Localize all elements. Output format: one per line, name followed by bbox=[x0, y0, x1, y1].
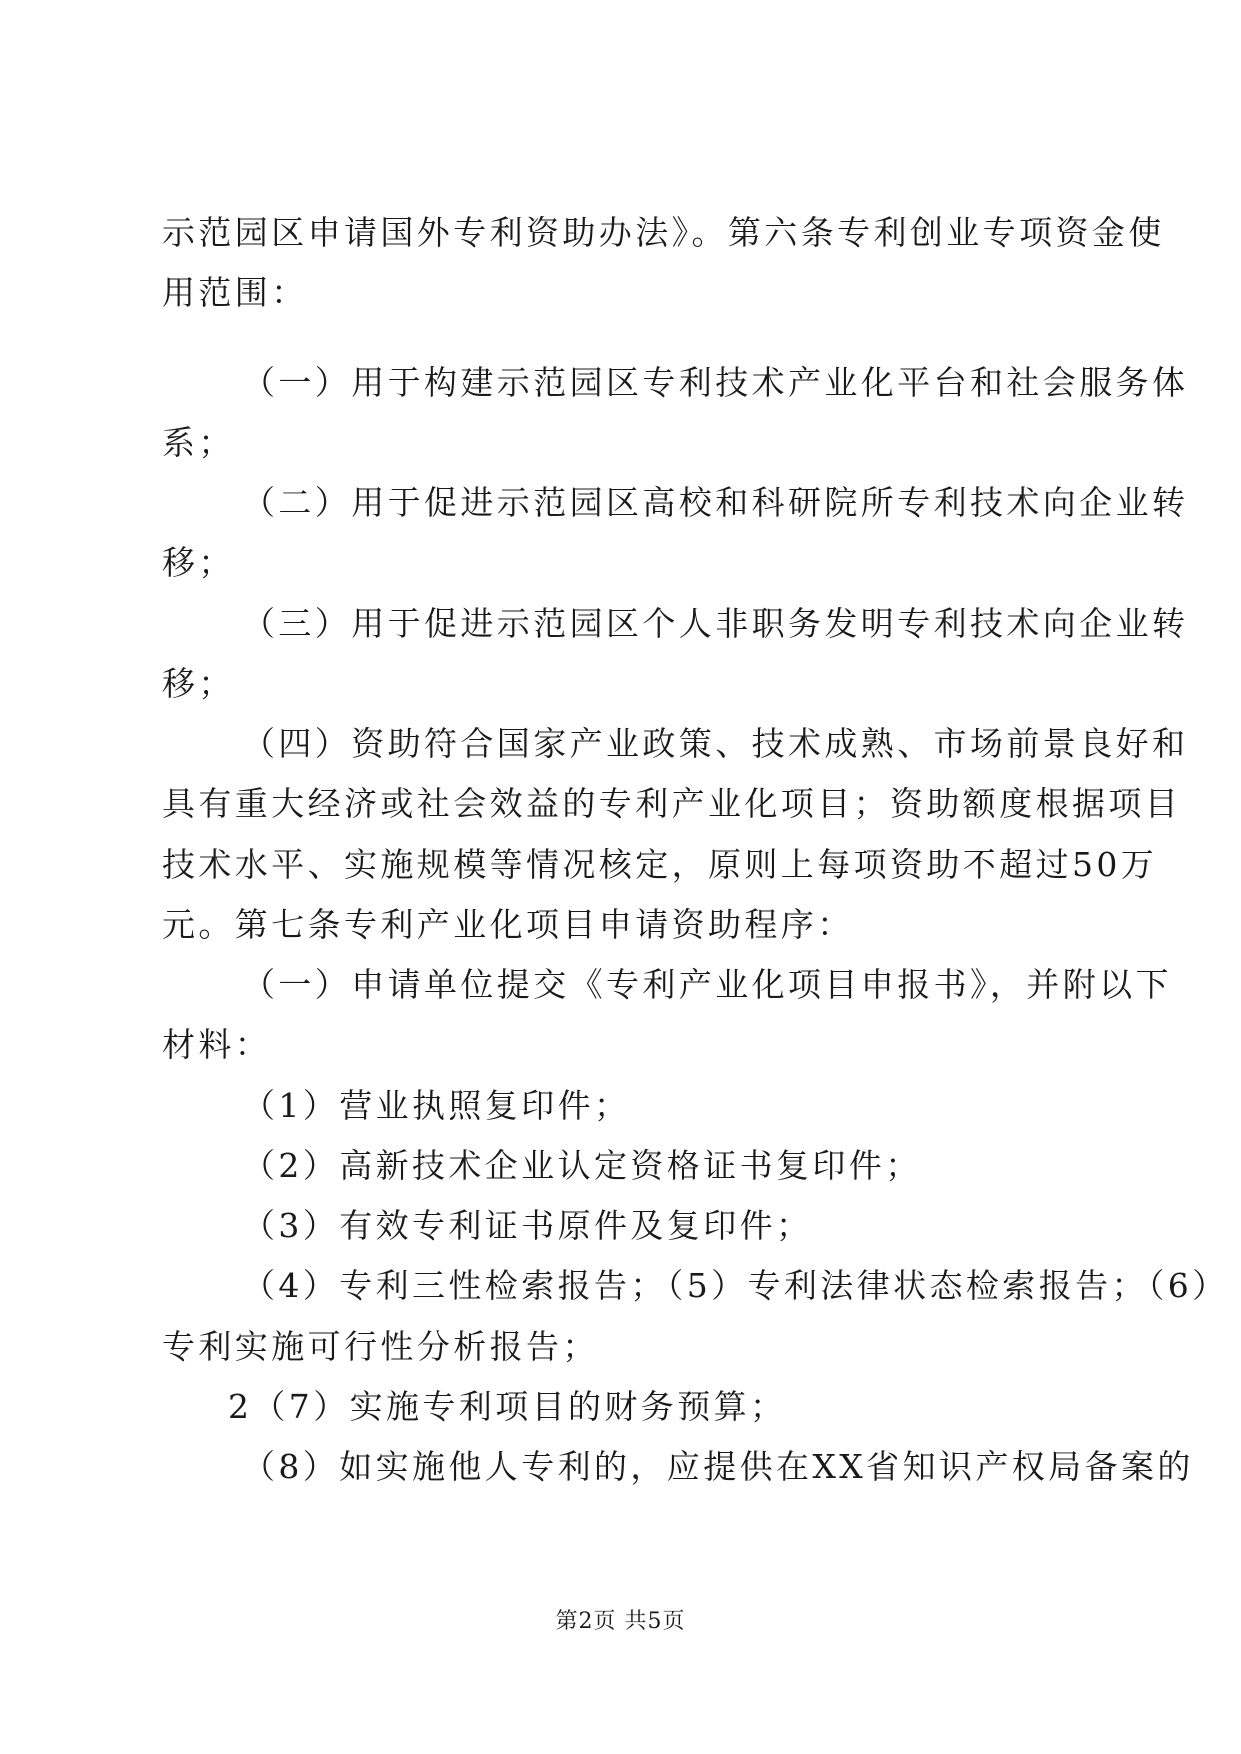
text-line: （3）有效专利证书原件及复印件； bbox=[242, 1206, 813, 1245]
text-line: 用范围： bbox=[162, 273, 308, 312]
text-line: 技术水平、实施规模等情况核定，原则上每项资助不超过50万 bbox=[162, 845, 1158, 884]
text-line: 移； bbox=[162, 543, 235, 582]
text-line: （2）高新技术企业认定资格证书复印件； bbox=[242, 1146, 922, 1185]
text-line: 材料： bbox=[162, 1025, 272, 1064]
text-line: 专利实施可行性分析报告； bbox=[162, 1327, 599, 1366]
text-line: 元。第七条专利产业化项目申请资助程序： bbox=[162, 905, 854, 944]
text-line: 移； bbox=[162, 664, 235, 703]
text-line: 系； bbox=[162, 423, 235, 462]
text-line: 示范园区申请国外专利资助办法》。第六条专利创业专项资金使 bbox=[162, 213, 1165, 252]
text-line: （二）用于促进示范园区高校和科研院所专利技术向企业转 bbox=[242, 483, 1189, 522]
text-line: （三）用于促进示范园区个人非职务发明专利技术向企业转 bbox=[242, 604, 1189, 643]
text-line: 2（7）实施专利项目的财务预算； bbox=[228, 1387, 787, 1426]
text-line: （一）申请单位提交《专利产业化项目申报书》，并附以下 bbox=[242, 965, 1172, 1004]
text-line: （一）用于构建示范园区专利技术产业化平台和社会服务体 bbox=[242, 363, 1189, 402]
page-number-footer: 第2页 共5页 bbox=[555, 1609, 686, 1634]
text-line: （1）营业执照复印件； bbox=[242, 1086, 631, 1125]
text-line: 具有重大经济或社会效益的专利产业化项目；资助额度根据项目 bbox=[162, 784, 1182, 823]
text-line: （4）专利三性检索报告；（5）专利法律状态检索报告；（6） bbox=[242, 1266, 1229, 1305]
text-line: （8）如实施他人专利的，应提供在XX省知识产权局备案的 bbox=[242, 1447, 1194, 1486]
text-line: （四）资助符合国家产业政策、技术成熟、市场前景良好和 bbox=[242, 724, 1189, 763]
